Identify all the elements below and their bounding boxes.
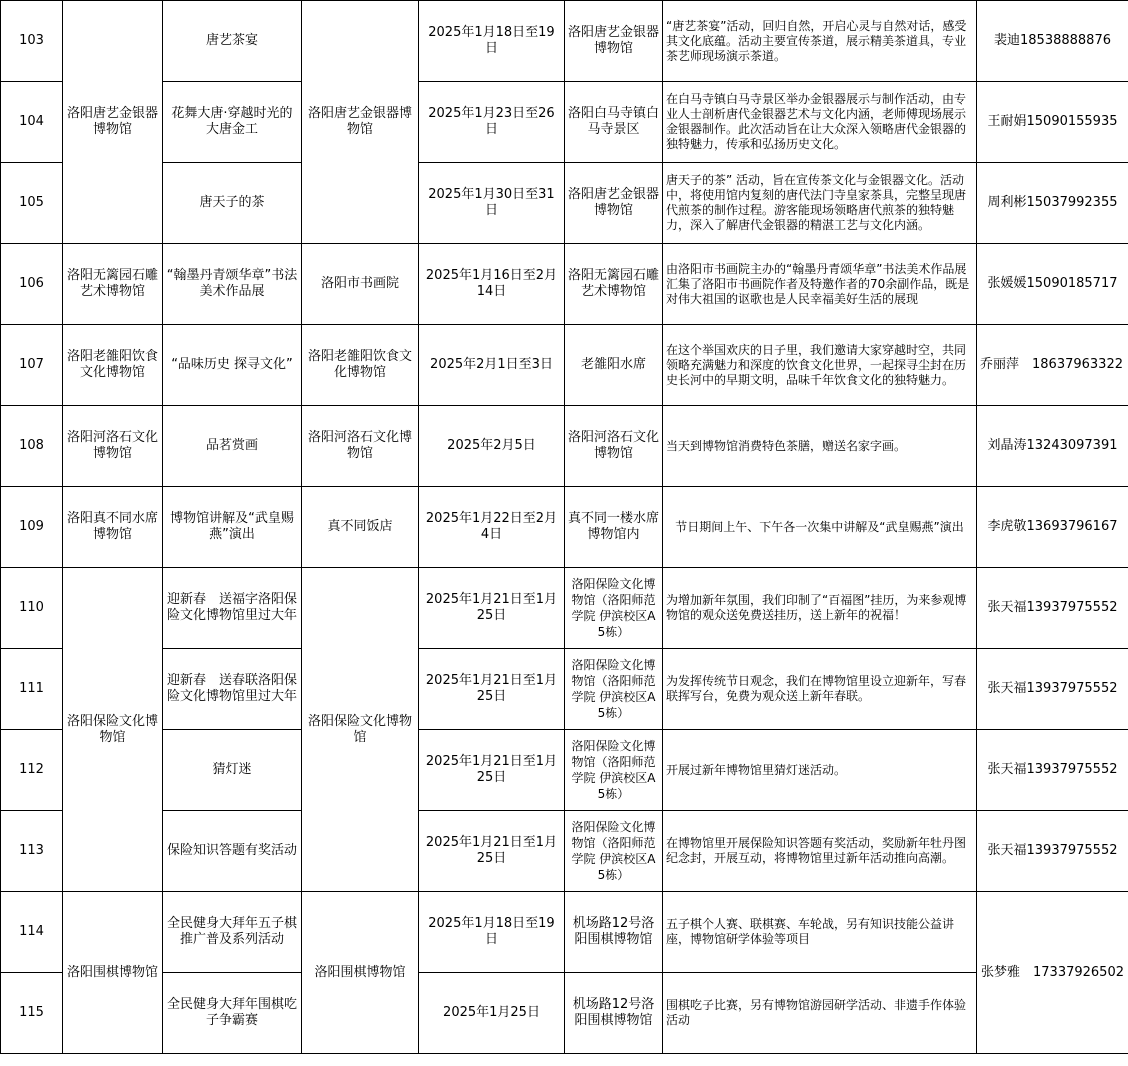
table-row xyxy=(1,1,1128,82)
organizer: 洛阳市书画院 xyxy=(302,244,419,325)
table-row xyxy=(1,811,1128,892)
row-number: 108 xyxy=(1,406,63,487)
activity-description: 五子棋个人赛、联棋赛、车轮战，另有知识技能公益讲座，博物馆研学体验等项目 xyxy=(663,892,977,973)
table-row xyxy=(1,325,1128,406)
contact-info: 张天福13937975552 xyxy=(977,649,1128,730)
museum-name: 洛阳无篱园石雕艺术博物馆 xyxy=(63,244,163,325)
activity-name: 品茗赏画 xyxy=(163,406,302,487)
activity-venue: 洛阳河洛石文化博物馆 xyxy=(565,406,663,487)
activity-description: “唐艺茶宴”活动，回归自然，开启心灵与自然对话，感受其文化底蕴。活动主要宣传茶道，展示精美茶道具，专业茶艺师现场演示茶道。 xyxy=(663,1,977,82)
activity-venue: 洛阳唐艺金银器博物馆 xyxy=(565,163,663,244)
activity-description: 在这个举国欢庆的日子里，我们邀请大家穿越时空，共同领略充满魅力和深度的饮食文化世界，一起探寻尘封在历史长河中的早期文明，品味千年饮食文化的独特魅力。 xyxy=(663,325,977,406)
row-number: 110 xyxy=(1,568,63,649)
organizer: 洛阳唐艺金银器博物馆 xyxy=(302,1,419,244)
activity-date: 2025年2月1日至3日 xyxy=(419,325,565,406)
activity-name: “品味历史 探寻文化” xyxy=(163,325,302,406)
activity-date: 2025年1月21日至1月25日 xyxy=(419,568,565,649)
activity-date: 2025年2月5日 xyxy=(419,406,565,487)
activity-name: 迎新春 送春联洛阳保险文化博物馆里过大年 xyxy=(163,649,302,730)
activity-date: 2025年1月21日至1月25日 xyxy=(419,811,565,892)
table-row xyxy=(1,730,1128,811)
activity-venue: 机场路12号洛阳围棋博物馆 xyxy=(565,973,663,1054)
activity-description: 在白马寺镇白马寺景区举办金银器展示与制作活动，由专业人士剖析唐代金银器艺术与文化内涵，老师傅现场展示金银器制作。此次活动旨在让大众深入领略唐代金银器的独特魅力，传承和弘扬历史文化。 xyxy=(663,82,977,163)
activity-venue: 老雒阳水席 xyxy=(565,325,663,406)
activity-venue: 洛阳保险文化博物馆（洛阳师范学院 伊滨校区A5栋） xyxy=(565,811,663,892)
activity-description: 开展过新年博物馆里猜灯迷活动。 xyxy=(663,730,977,811)
table-row xyxy=(1,487,1128,568)
row-number: 111 xyxy=(1,649,63,730)
contact-info: 王耐娟15090155935 xyxy=(977,82,1128,163)
activity-name: 猜灯迷 xyxy=(163,730,302,811)
organizer: 洛阳河洛石文化博物馆 xyxy=(302,406,419,487)
activity-venue: 洛阳保险文化博物馆（洛阳师范学院 伊滨校区A5栋） xyxy=(565,730,663,811)
activity-name: 博物馆讲解及“武皇赐燕”演出 xyxy=(163,487,302,568)
activity-date: 2025年1月23日至26日 xyxy=(419,82,565,163)
activity-description: 唐天子的茶” 活动，旨在宣传茶文化与金银器文化。活动中，将使用馆内复刻的唐代法门寺皇家茶具，完整呈现唐代煎茶的制作过程。游客能现场领略唐代煎茶的独特魅力，深入了解唐代金银器的精湛工艺与文化内涵。 xyxy=(663,163,977,244)
museum-name: 洛阳真不同水席博物馆 xyxy=(63,487,163,568)
row-number: 104 xyxy=(1,82,63,163)
activity-description: 当天到博物馆消费特色茶膳，赠送名家字画。 xyxy=(663,406,977,487)
contact-info: 张天福13937975552 xyxy=(977,811,1128,892)
row-number: 113 xyxy=(1,811,63,892)
activity-description: 为发挥传统节日观念，我们在博物馆里设立迎新年，写春联挥写台，免费为观众送上新年春联。 xyxy=(663,649,977,730)
activity-description: 在博物馆里开展保险知识答题有奖活动，奖励新年牡丹图纪念封，开展互动，将博物馆里过新年活动推向高潮。 xyxy=(663,811,977,892)
activity-date: 2025年1月21日至1月25日 xyxy=(419,649,565,730)
activity-name: 全民健身大拜年五子棋推广普及系列活动 xyxy=(163,892,302,973)
activity-date: 2025年1月25日 xyxy=(419,973,565,1054)
activity-venue: 洛阳保险文化博物馆（洛阳师范学院 伊滨校区A5栋） xyxy=(565,568,663,649)
row-number: 103 xyxy=(1,1,63,82)
museum-name: 洛阳老雒阳饮食文化博物馆 xyxy=(63,325,163,406)
activity-venue: 真不同一楼水席博物馆内 xyxy=(565,487,663,568)
museum-name: 洛阳保险文化博物馆 xyxy=(63,568,163,892)
row-number: 105 xyxy=(1,163,63,244)
organizer: 真不同饭店 xyxy=(302,487,419,568)
row-number: 107 xyxy=(1,325,63,406)
row-number: 109 xyxy=(1,487,63,568)
table-row xyxy=(1,973,1128,1054)
activity-date: 2025年1月30日至31日 xyxy=(419,163,565,244)
contact-info: 张天福13937975552 xyxy=(977,730,1128,811)
table-row xyxy=(1,82,1128,163)
activity-description: 为增加新年氛围，我们印制了“百福图”挂历，为来参观博物馆的观众送免费送挂历，送上新年的祝福！ xyxy=(663,568,977,649)
activity-name: 保险知识答题有奖活动 xyxy=(163,811,302,892)
activity-name: 全民健身大拜年围棋吃子争霸赛 xyxy=(163,973,302,1054)
activity-name: 花舞大唐·穿越时光的大唐金工 xyxy=(163,82,302,163)
contact-info: 张天福13937975552 xyxy=(977,568,1128,649)
table-row xyxy=(1,649,1128,730)
activity-date: 2025年1月18日至19日 xyxy=(419,1,565,82)
activity-venue: 洛阳唐艺金银器博物馆 xyxy=(565,1,663,82)
activity-date: 2025年1月21日至1月25日 xyxy=(419,730,565,811)
table-row xyxy=(1,568,1128,649)
organizer: 洛阳老雒阳饮食文化博物馆 xyxy=(302,325,419,406)
organizer: 洛阳围棋博物馆 xyxy=(302,892,419,1054)
row-number: 114 xyxy=(1,892,63,973)
activity-description: 节日期间上午、下午各一次集中讲解及“武皇赐燕”演出 xyxy=(663,487,977,568)
activity-name: 唐天子的茶 xyxy=(163,163,302,244)
contact-info: 李虎敬13693796167 xyxy=(977,487,1128,568)
activity-venue: 洛阳白马寺镇白马寺景区 xyxy=(565,82,663,163)
table-row xyxy=(1,892,1128,973)
activity-name: “翰墨丹青颂华章”书法美术作品展 xyxy=(163,244,302,325)
organizer: 洛阳保险文化博物馆 xyxy=(302,568,419,892)
museum-name: 洛阳河洛石文化博物馆 xyxy=(63,406,163,487)
activity-date: 2025年1月16日至2月14日 xyxy=(419,244,565,325)
activity-name: 唐艺茶宴 xyxy=(163,1,302,82)
contact-info: 张媛媛15090185717 xyxy=(977,244,1128,325)
contact-info: 乔丽萍 18637963322 xyxy=(977,325,1128,406)
activity-description: 围棋吃子比赛，另有博物馆游园研学活动、非遗手作体验活动 xyxy=(663,973,977,1054)
table-row xyxy=(1,163,1128,244)
row-number: 115 xyxy=(1,973,63,1054)
museum-name: 洛阳围棋博物馆 xyxy=(63,892,163,1054)
table-row xyxy=(1,244,1128,325)
activity-description: 由洛阳市书画院主办的“翰墨丹青颂华章”书法美术作品展汇集了洛阳市书画院作者及特邀作者的70余副作品，既是对伟大祖国的讴歌也是人民幸福美好生活的展现 xyxy=(663,244,977,325)
table-row xyxy=(1,406,1128,487)
activity-venue: 洛阳保险文化博物馆（洛阳师范学院 伊滨校区A5栋） xyxy=(565,649,663,730)
activity-venue: 洛阳无篱园石雕艺术博物馆 xyxy=(565,244,663,325)
activity-date: 2025年1月22日至2月4日 xyxy=(419,487,565,568)
activity-date: 2025年1月18日至19日 xyxy=(419,892,565,973)
row-number: 112 xyxy=(1,730,63,811)
contact-info: 裴迪18538888876 xyxy=(977,1,1128,82)
activity-name: 迎新春 送福字洛阳保险文化博物馆里过大年 xyxy=(163,568,302,649)
row-number: 106 xyxy=(1,244,63,325)
activity-venue: 机场路12号洛阳围棋博物馆 xyxy=(565,892,663,973)
contact-info: 周利彬15037992355 xyxy=(977,163,1128,244)
contact-info: 刘晶涛13243097391 xyxy=(977,406,1128,487)
contact-info: 张梦雅 17337926502 xyxy=(977,892,1128,1054)
museum-name: 洛阳唐艺金银器博物馆 xyxy=(63,1,163,244)
